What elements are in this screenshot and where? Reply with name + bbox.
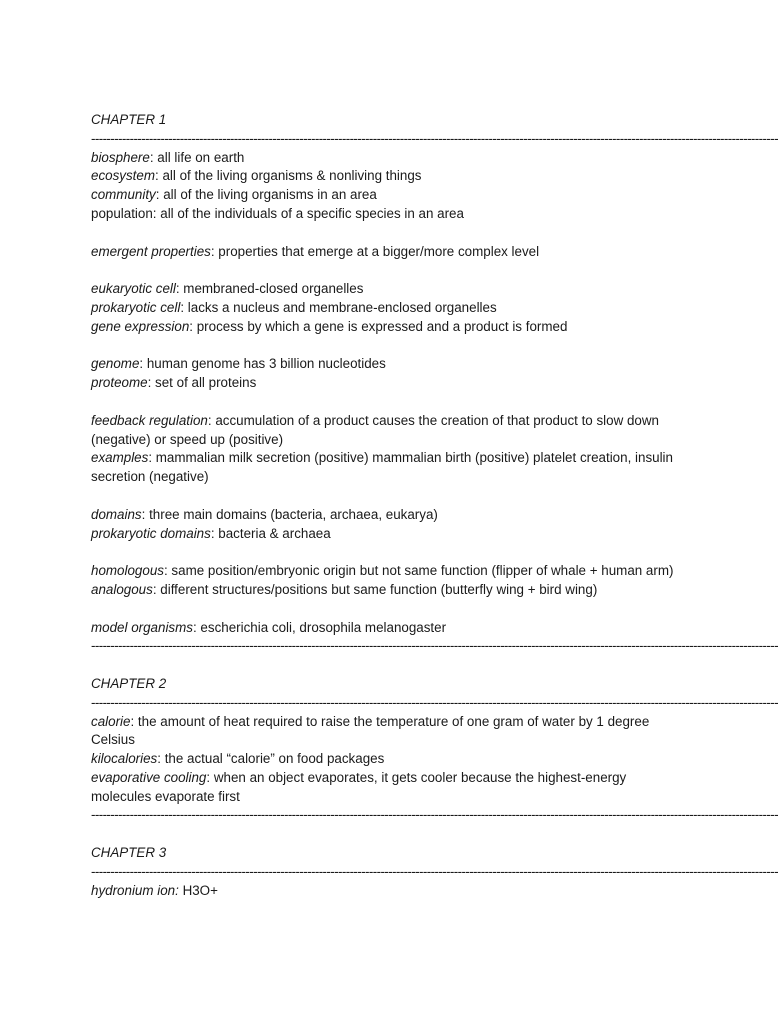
definition-text: membraned-closed organelles xyxy=(179,281,364,297)
definition-term: biosphere xyxy=(91,149,150,165)
definition-entry xyxy=(91,149,676,168)
definition-entry xyxy=(91,713,676,751)
definition-entry xyxy=(91,280,676,299)
definition-text: when an object evaporates, it gets cooler because the highest-energy molecules evaporate first xyxy=(91,769,627,804)
spacer xyxy=(91,487,676,506)
definition-entry xyxy=(91,449,676,487)
definition-separator: : xyxy=(148,450,153,466)
definition-term: gene expression xyxy=(91,318,190,334)
definition-entry xyxy=(91,750,676,769)
definition-text: process by which a gene is expressed and a product is formed xyxy=(193,318,568,334)
definition-text: the actual “calorie” on food packages xyxy=(160,751,385,767)
definition-term: emergent properties xyxy=(91,243,211,259)
definition-separator: : xyxy=(157,751,161,767)
definition-entry xyxy=(91,506,676,525)
chapter-1-body xyxy=(91,149,676,638)
definition-separator: : xyxy=(155,168,159,184)
definition-text: escherichia coli, drosophila melanogaster xyxy=(196,619,447,635)
definition-separator: : xyxy=(139,356,144,372)
definition-text: set of all proteins xyxy=(151,375,257,391)
definition-entry xyxy=(91,167,676,186)
definition-entry xyxy=(91,243,676,262)
definition-separator: : xyxy=(147,375,152,391)
definition-separator: : xyxy=(149,149,154,165)
definition-separator: : xyxy=(210,243,215,259)
dashed-rule: ---------------------------------------------------------------------------------------------------------------------------------------------------------------------------------- xyxy=(91,807,778,823)
chapter-3-body xyxy=(91,882,676,901)
definition-term: evaporative cooling xyxy=(91,769,207,785)
dashed-rule: ---------------------------------------------------------------------------------------------------------------------------------------------------------------------------------- xyxy=(91,638,778,654)
definition-term: eukaryotic cell xyxy=(91,281,176,297)
dashed-rule: ---------------------------------------------------------------------------------------------------------------------------------------------------------------------------------- xyxy=(91,130,778,146)
spacer xyxy=(91,600,676,619)
definition-text: three main domains (bacteria, archaea, eukarya) xyxy=(145,506,438,522)
definition-term: analogous xyxy=(91,581,153,597)
definition-entry xyxy=(91,562,676,581)
definition-text: bacteria & archaea xyxy=(214,525,331,541)
definition-text: human genome has 3 billion nucleotides xyxy=(143,356,386,372)
definition-text: all life on earth xyxy=(153,149,245,165)
definition-entry xyxy=(91,525,676,544)
spacer xyxy=(91,337,676,356)
definition-separator: : xyxy=(152,581,157,597)
definition-entry xyxy=(91,882,676,901)
definition-text: lacks a nucleus and membrane-enclosed organelles xyxy=(184,299,497,315)
definition-text: mammalian milk secretion (positive) mammalian birth (positive) platelet creation, insulin secretion (negative) xyxy=(91,450,673,485)
definition-separator: : xyxy=(210,525,215,541)
definition-text: the amount of heat required to raise the temperature of one gram of water by 1 degree Celsius xyxy=(91,713,650,748)
definition-separator: : xyxy=(189,318,193,334)
definition-text: different structures/positions but same function (butterfly wing + bird wing) xyxy=(156,581,598,597)
definition-text: population: all of the individuals of a specific species in an area xyxy=(91,205,464,221)
definition-text: all of the living organisms & nonliving things xyxy=(158,168,422,184)
dashed-rule: ---------------------------------------------------------------------------------------------------------------------------------------------------------------------------------- xyxy=(91,694,778,710)
definition-separator: : xyxy=(163,563,168,579)
definition-separator: : xyxy=(206,769,211,785)
spacer xyxy=(91,825,676,844)
definition-entry xyxy=(91,581,676,600)
chapter-2-heading: CHAPTER 2 xyxy=(91,675,167,691)
definition-term: homologous xyxy=(91,563,164,579)
chapter-3-heading: CHAPTER 3 xyxy=(91,845,167,861)
definition-separator: : xyxy=(175,281,180,297)
spacer xyxy=(91,656,676,675)
definition-entry xyxy=(91,299,676,318)
chapter-1-heading: CHAPTER 1 xyxy=(91,112,167,127)
definition-term: genome xyxy=(91,356,140,372)
definition-term: kilocalories xyxy=(91,751,158,767)
definition-entry xyxy=(91,374,676,393)
definition-entry xyxy=(91,769,676,807)
definition-term: hydronium ion: xyxy=(91,882,179,898)
definition-term: community xyxy=(91,187,156,203)
spacer xyxy=(91,393,676,412)
definition-separator: : xyxy=(155,187,160,203)
definition-term: examples xyxy=(91,450,149,466)
dashed-rule: ---------------------------------------------------------------------------------------------------------------------------------------------------------------------------------- xyxy=(91,863,778,879)
definition-separator: : xyxy=(207,412,212,428)
definition-separator: : xyxy=(141,506,146,522)
definition-term: calorie xyxy=(91,713,131,729)
definition-text: all of the living organisms in an area xyxy=(159,187,377,203)
definition-term: proteome xyxy=(91,375,148,391)
definition-entry xyxy=(91,412,676,450)
spacer xyxy=(91,543,676,562)
definition-separator: : xyxy=(130,713,135,729)
definition-entry xyxy=(91,355,676,374)
definition-entry xyxy=(91,318,676,337)
definition-term: feedback regulation xyxy=(91,412,208,428)
definition-term: ecosystem xyxy=(91,168,155,184)
definition-entry xyxy=(91,205,676,224)
spacer xyxy=(91,224,676,243)
definition-entry xyxy=(91,619,676,638)
definition-text: H3O+ xyxy=(178,882,218,898)
definition-separator: : xyxy=(192,619,197,635)
chapter-2-body xyxy=(91,713,676,807)
definition-term: prokaryotic domains xyxy=(91,525,211,541)
definition-term: domains xyxy=(91,506,142,522)
definition-text: properties that emerge at a bigger/more complex level xyxy=(214,243,540,259)
document-content xyxy=(91,111,778,900)
definition-text: accumulation of a product causes the creation of that product to slow down (negative) or speed up (positive) xyxy=(91,412,659,447)
definition-term: prokaryotic cell xyxy=(91,299,181,315)
definition-text: same position/embryonic origin but not same function (flipper of whale + human arm) xyxy=(167,563,674,579)
definition-term: model organisms xyxy=(91,619,193,635)
definition-separator: : xyxy=(180,299,185,315)
spacer xyxy=(91,261,676,280)
definition-entry xyxy=(91,186,676,205)
